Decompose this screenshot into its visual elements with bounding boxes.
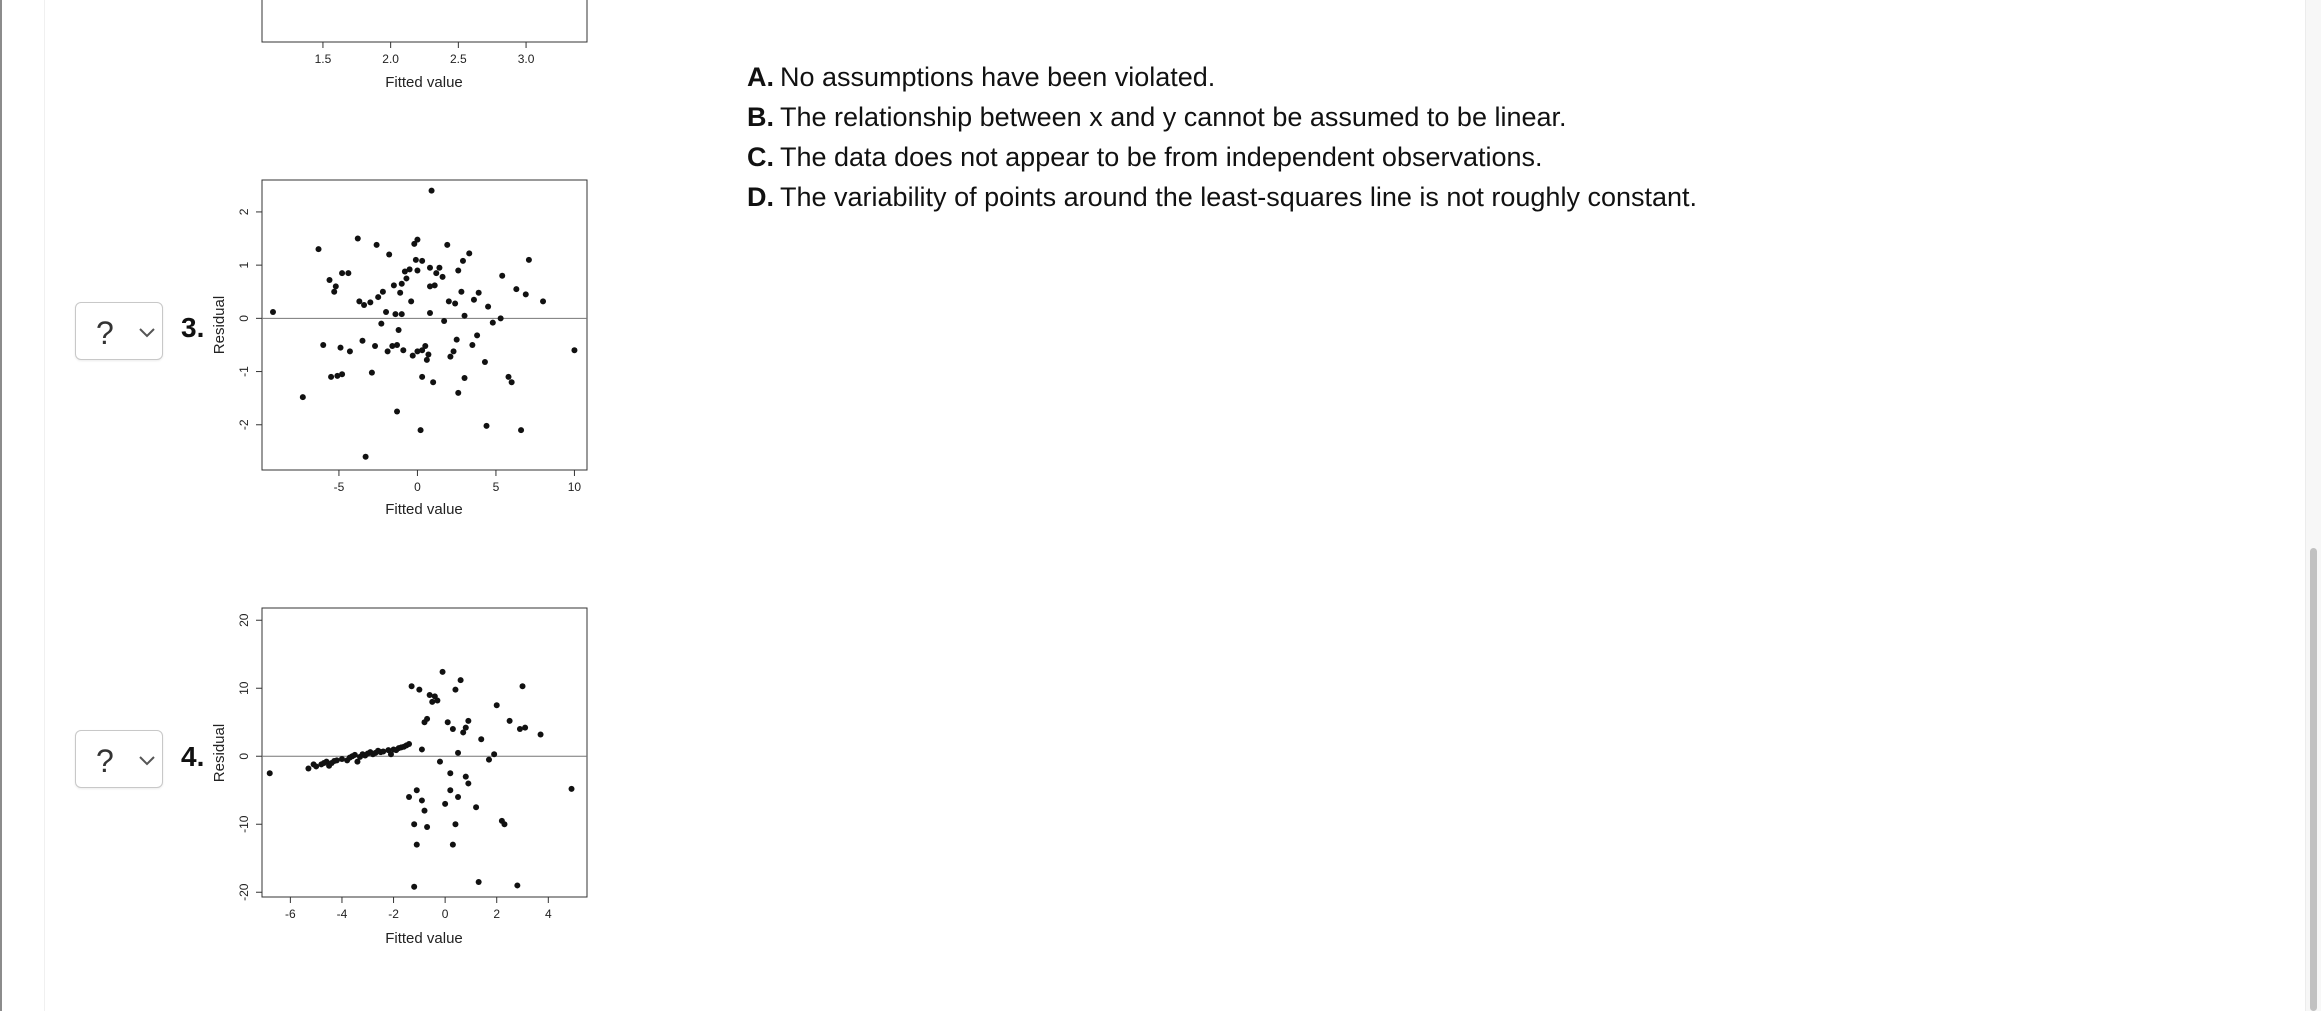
data-point (328, 374, 334, 380)
y-axis-label: Residual (211, 295, 228, 355)
data-point (569, 786, 575, 792)
data-point (469, 342, 475, 348)
data-point (518, 427, 524, 433)
chevron-down-icon (139, 328, 155, 338)
data-point (327, 277, 333, 283)
y-tick-label: -1 (237, 366, 251, 377)
y-tick-label: 0 (237, 315, 251, 322)
data-point (447, 770, 453, 776)
data-point (474, 332, 480, 338)
data-point (463, 774, 469, 780)
data-point (491, 751, 497, 757)
data-point (383, 309, 389, 315)
data-point (505, 374, 511, 380)
data-point (455, 750, 461, 756)
data-point (432, 282, 438, 288)
data-point (424, 716, 430, 722)
data-point (267, 770, 273, 776)
data-point (414, 267, 420, 273)
y-tick-label: 0 (237, 752, 251, 760)
data-point (419, 797, 425, 803)
data-point (462, 313, 468, 319)
option-text: The data does not appear to be from independent observations. (780, 142, 1543, 172)
x-axis-label: Fitted value (385, 74, 463, 91)
data-point (419, 746, 425, 752)
x-tick-label: 0 (414, 480, 421, 494)
data-point (334, 757, 340, 763)
data-point (507, 718, 513, 724)
data-point (305, 765, 311, 771)
residual-plot-2 (0, 0, 600, 100)
data-point (447, 787, 453, 793)
data-point (494, 702, 500, 708)
data-point (452, 300, 458, 306)
data-point (441, 318, 447, 324)
x-tick-label: -5 (333, 480, 345, 494)
data-point (486, 757, 492, 763)
data-point (422, 808, 428, 814)
plot-frame (262, 608, 587, 897)
data-point (375, 294, 381, 300)
data-point (501, 821, 507, 827)
data-point (372, 343, 378, 349)
data-point (465, 780, 471, 786)
data-point (446, 298, 452, 304)
option-text: The variability of points around the least-squares line is not roughly constant. (780, 182, 1698, 212)
data-point (411, 821, 417, 827)
data-point (338, 345, 344, 351)
option-letter: B. (747, 102, 774, 132)
data-point (430, 379, 436, 385)
data-point (391, 282, 397, 288)
data-point (444, 242, 450, 248)
data-point (413, 257, 419, 263)
data-point (436, 265, 442, 271)
data-point (399, 281, 405, 287)
question-number-3: 3. (181, 312, 205, 343)
data-point (478, 736, 484, 742)
data-point (462, 375, 468, 381)
data-point (418, 427, 424, 433)
data-point (450, 842, 456, 848)
data-point (416, 687, 422, 693)
data-point (403, 275, 409, 281)
data-point (367, 299, 373, 305)
data-point (466, 250, 472, 256)
data-point (425, 352, 431, 358)
y-tick-label: 10 (237, 681, 251, 695)
data-point (458, 289, 464, 295)
data-point (356, 298, 362, 304)
data-point (485, 304, 491, 310)
data-point (316, 246, 322, 252)
option-text: The relationship between x and y cannot be assumed to be linear. (780, 102, 1567, 132)
data-point (471, 297, 477, 303)
data-point (440, 669, 446, 675)
selected-value: ? (96, 315, 114, 351)
answer-options-list (747, 60, 1697, 220)
option-letter: A. (747, 62, 774, 92)
data-point (455, 390, 461, 396)
x-tick-label: 4 (544, 907, 552, 921)
x-tick-label: 2.5 (450, 52, 467, 66)
option-letter: C. (747, 142, 774, 172)
x-tick-label: -6 (285, 907, 296, 921)
data-point (450, 726, 456, 732)
option-c (747, 140, 1697, 180)
data-point (499, 273, 505, 279)
option-d (747, 180, 1697, 220)
data-point (406, 741, 412, 747)
data-point (333, 283, 339, 289)
data-point (414, 237, 420, 243)
data-point (392, 311, 398, 317)
data-point (429, 699, 435, 705)
y-tick-label: 20 (237, 613, 251, 627)
data-point (300, 394, 306, 400)
y-tick-label: 2 (237, 208, 251, 216)
option-a (747, 60, 1697, 100)
data-point (465, 718, 471, 724)
x-tick-label: -2 (388, 907, 399, 921)
data-point (397, 290, 403, 296)
data-point (482, 359, 488, 365)
data-point (399, 311, 405, 317)
data-point (396, 327, 402, 333)
question-number-4: 4. (181, 741, 205, 772)
data-point (454, 337, 460, 343)
data-point (540, 298, 546, 304)
data-point (378, 321, 384, 327)
x-tick-label: 2 (493, 907, 501, 921)
data-point (473, 804, 479, 810)
data-point (424, 357, 430, 363)
plot-frame (262, 0, 587, 42)
data-point (380, 748, 386, 754)
data-point (440, 274, 446, 280)
data-point (355, 236, 361, 242)
data-point (320, 342, 326, 348)
data-point (498, 315, 504, 321)
data-point (394, 342, 400, 348)
data-point (419, 258, 425, 264)
data-point (424, 824, 430, 830)
y-tick-label: 1 (237, 261, 251, 269)
option-text: No assumptions have been violated. (780, 62, 1216, 92)
data-point (427, 692, 433, 698)
y-axis-label: Residual (211, 723, 228, 783)
data-point (476, 290, 482, 296)
data-point (422, 343, 428, 349)
x-tick-label: 10 (567, 480, 582, 494)
data-point (514, 882, 520, 888)
scrollbar-thumb[interactable] (2310, 548, 2317, 1011)
data-point (455, 794, 461, 800)
data-point (513, 286, 519, 292)
data-point (361, 302, 367, 308)
data-point (538, 731, 544, 737)
data-point (458, 677, 464, 683)
x-tick-label: 0 (441, 907, 449, 921)
x-axis-label: Fitted value (385, 930, 463, 947)
data-point (394, 408, 400, 414)
data-point (517, 726, 523, 732)
data-point (313, 763, 319, 769)
data-point (520, 683, 526, 689)
y-tick-label: -20 (237, 883, 251, 901)
selected-value: ? (96, 743, 114, 779)
data-point (437, 759, 443, 765)
data-point (419, 374, 425, 380)
data-point (463, 725, 469, 731)
data-point (490, 320, 496, 326)
data-point (414, 842, 420, 848)
x-tick-label: 2.0 (382, 52, 399, 66)
x-tick-label: 1.5 (314, 52, 332, 66)
data-point (460, 258, 466, 264)
data-point (363, 454, 369, 460)
x-tick-label: 3.0 (517, 52, 535, 66)
data-point (369, 370, 375, 376)
data-point (411, 884, 417, 890)
data-point (270, 309, 276, 315)
data-point (347, 348, 353, 354)
data-point (400, 347, 406, 353)
answer-select-q4[interactable] (75, 730, 163, 788)
data-point (447, 354, 453, 360)
data-point (352, 752, 358, 758)
data-point (452, 687, 458, 693)
data-point (406, 794, 412, 800)
option-b (747, 100, 1697, 140)
data-point (526, 257, 532, 263)
option-letter: D. (747, 182, 774, 212)
data-point (410, 353, 416, 359)
data-point (409, 683, 415, 689)
x-axis-label: Fitted value (385, 501, 463, 518)
data-point (414, 787, 420, 793)
y-tick-label: -10 (237, 815, 251, 833)
data-point (386, 251, 392, 257)
data-point (408, 298, 414, 304)
data-point (374, 242, 380, 248)
data-point (455, 267, 461, 273)
x-tick-label: 5 (492, 480, 500, 494)
data-point (407, 266, 413, 272)
data-point (522, 725, 528, 731)
data-point (427, 265, 433, 271)
data-point (434, 697, 440, 703)
data-point (442, 801, 448, 807)
data-point (445, 719, 451, 725)
chevron-down-icon (139, 756, 155, 766)
y-tick-label: -2 (237, 419, 251, 431)
data-point (345, 270, 351, 276)
data-point (452, 821, 458, 827)
x-tick-label: -4 (336, 907, 348, 921)
data-point (339, 371, 345, 377)
data-point (571, 347, 577, 353)
data-point (427, 310, 433, 316)
data-point (385, 348, 391, 354)
data-point (359, 338, 365, 344)
data-point (433, 270, 439, 276)
data-point (429, 188, 435, 194)
data-point (451, 348, 457, 354)
data-point (339, 270, 345, 276)
data-point (331, 289, 337, 295)
data-point (339, 756, 345, 762)
data-point (476, 879, 482, 885)
answer-select-q3[interactable] (75, 302, 163, 360)
data-point (509, 379, 515, 385)
data-point (484, 423, 490, 429)
data-point (523, 291, 529, 297)
plot-frame (262, 180, 587, 470)
data-point (380, 289, 386, 295)
